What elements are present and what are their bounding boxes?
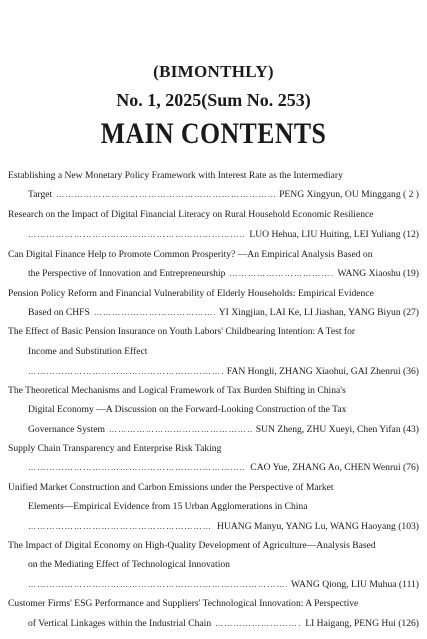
article-5-title-line-1[interactable]: The Effect of Basic Pension Insurance on Youth Labors' Childbearing Intention: A Test for [8, 326, 356, 337]
article-9-title-line-2: on the Mediating Effect of Technological Innovation [28, 559, 230, 570]
article-7-title-line-1[interactable]: Supply Chain Transparency and Enterprise Risk Taking [8, 443, 222, 454]
article-1-title-line-2: Target [28, 189, 53, 200]
article-7-entry[interactable] [28, 462, 419, 474]
dot-leader [28, 579, 287, 591]
article-6-title-line-2: Digital Economy —A Discussion on the Forward-Looking Construction of the Tax [28, 404, 347, 415]
article-9-authors: WANG Qiong, LIU Muhua (111) [291, 579, 419, 590]
dot-leader [229, 268, 333, 280]
dot-leader [28, 366, 223, 378]
article-4-entry[interactable] [28, 307, 419, 319]
article-2-authors: LUO Hehua, LIU Huiting, LEI Yuliang (12) [249, 229, 419, 240]
dot-leader [28, 229, 245, 241]
dot-leader [215, 618, 301, 630]
article-8-entry[interactable] [28, 521, 419, 533]
article-1-title-line-1[interactable]: Establishing a New Monetary Policy Framework with Interest Rate as the Intermediary [8, 170, 343, 181]
article-4-authors: YI Xingjian, LAI Ke, LI Jiashan, YANG Biyun (27) [218, 307, 419, 318]
article-6-title-line-1[interactable]: The Theoretical Mechanisms and Logical Framework of Tax Burden Shifting in China's [8, 385, 346, 396]
bimonthly-label: (BIMONTHLY) [153, 62, 274, 81]
article-10-title-line-2: of Vertical Linkages within the Industrial Chain [28, 618, 212, 629]
article-10-title-line-1[interactable]: Customer Firms' ESG Performance and Suppliers' Technological Innovation: A Perspective [8, 598, 359, 609]
article-3-title-line-2: the Perspective of Innovation and Entrepreneurship [28, 268, 226, 279]
article-6-authors: SUN Zheng, ZHU Xueyi, Chen Yifan (43) [255, 424, 419, 435]
article-9-title-line-1[interactable]: The Impact of Digital Economy on High-Quality Development of Agriculture—Analysis Based [8, 540, 376, 551]
issue-number: No. 1, 2025(Sum No. 253) [116, 90, 311, 110]
article-3-title-line-1[interactable]: Can Digital Finance Help to Promote Common Prosperity? —An Empirical Analysis Based on [8, 249, 373, 260]
article-4-title-line-2: Based on CHFS [28, 307, 90, 318]
article-6-entry[interactable] [28, 424, 419, 436]
article-2-title-line-1[interactable]: Research on the Impact of Digital Financial Literacy on Rural Household Economic Resilience [8, 209, 374, 220]
article-3-entry[interactable] [28, 268, 419, 280]
article-4-title-line-1[interactable]: Pension Policy Reform and Financial Vulnerability of Elderly Households: Empirical Evidence [8, 288, 374, 299]
article-5-authors: FAN Hongli, ZHANG Xiaohui, GAI Zhenrui (36) [226, 366, 419, 377]
article-8-title-line-2: Elements—Empirical Evidence from 15 Urban Agglomerations in China [28, 501, 308, 512]
article-1-entry[interactable] [28, 189, 419, 201]
dot-leader [94, 307, 215, 319]
article-1-authors: PENG Xingyun, OU Minggang ( 2 ) [279, 189, 419, 200]
article-7-authors: CAO Yue, ZHANG Ao, CHEN Wenrui (76) [250, 462, 419, 473]
dot-leader [28, 521, 213, 533]
article-8-authors: HUANG Manyu, YANG Lu, WANG Haoyang (103) [217, 521, 419, 532]
article-5-entry[interactable] [28, 366, 419, 378]
article-3-authors: WANG Xiaoshu (19) [337, 268, 419, 279]
dot-leader [28, 462, 246, 474]
article-6-title-line-3: Governance System [28, 424, 105, 435]
article-10-authors: LI Haigang, PENG Hui (126) [305, 618, 419, 629]
page-title: MAIN CONTENTS [100, 117, 327, 150]
article-10-entry[interactable] [28, 618, 419, 630]
article-5-title-line-2: Income and Substitution Effect [28, 346, 148, 357]
article-8-title-line-1[interactable]: Unified Market Construction and Carbon Emissions under the Perspective of Market [8, 482, 334, 493]
dot-leader [109, 424, 252, 436]
dot-leader [56, 189, 275, 201]
article-9-entry[interactable] [28, 579, 419, 591]
article-2-entry[interactable] [28, 229, 419, 241]
